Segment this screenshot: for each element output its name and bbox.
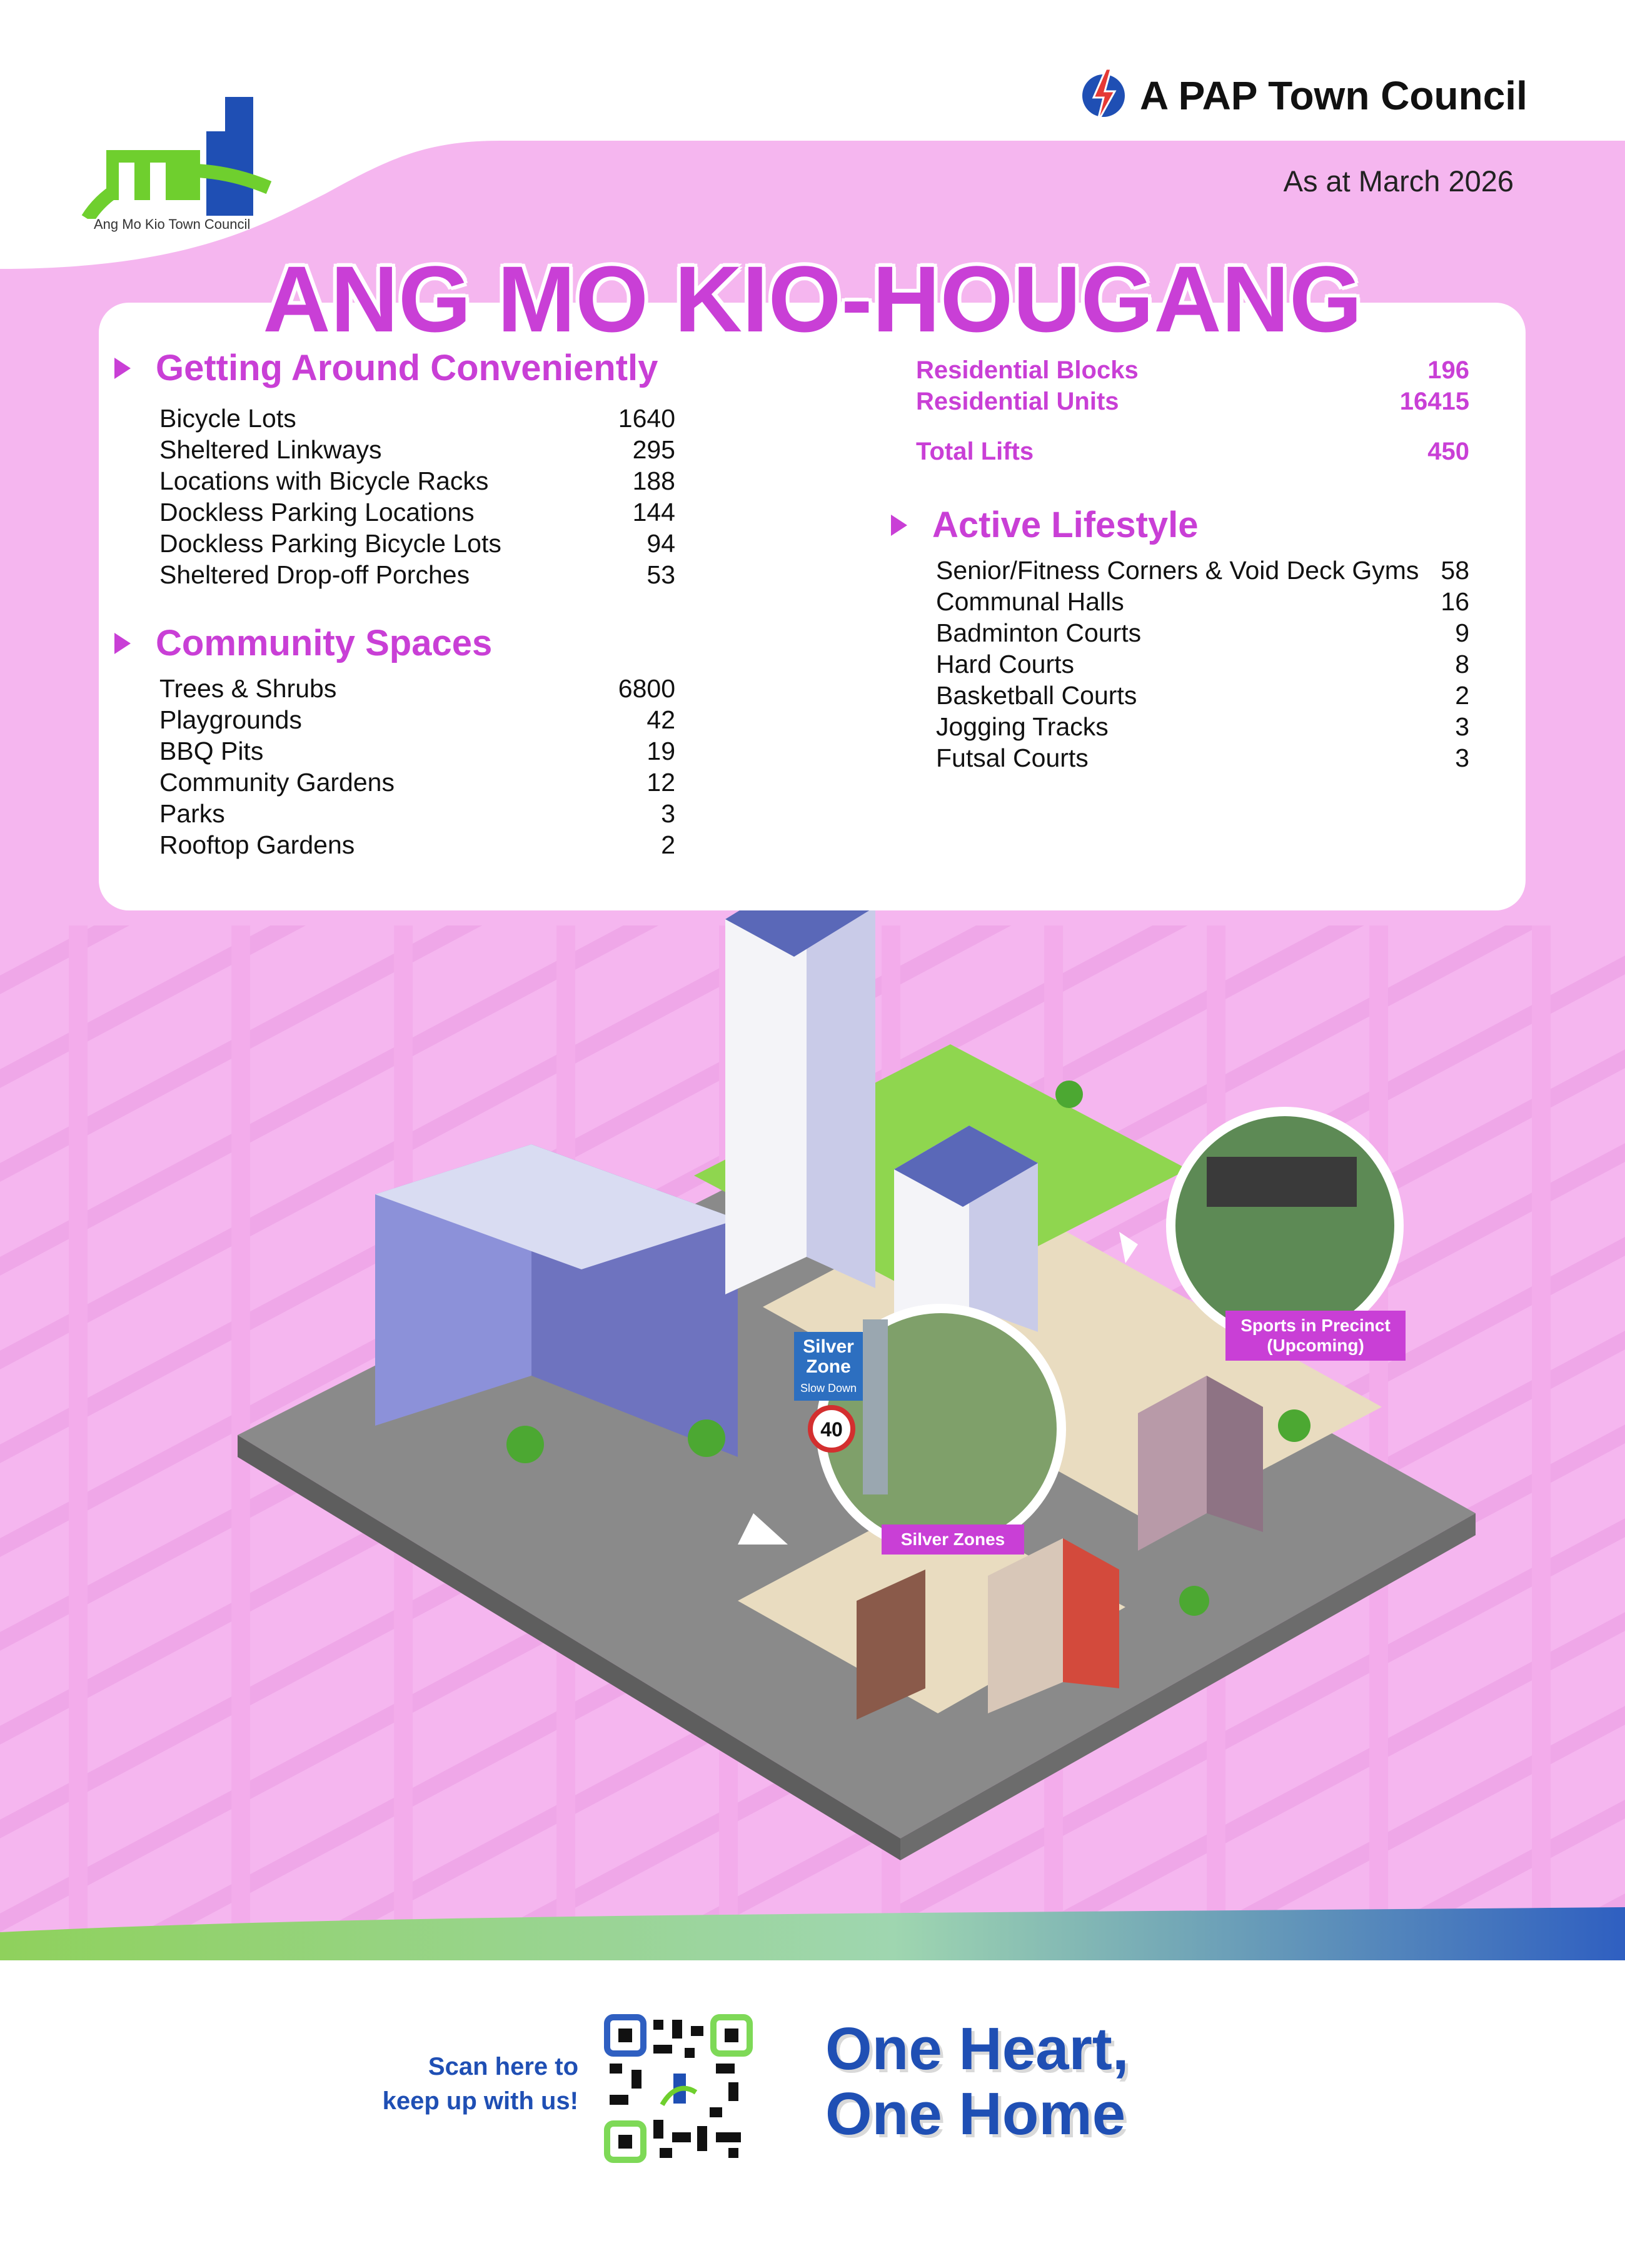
silver-zones-label: Silver Zones bbox=[882, 1525, 1024, 1555]
list-item: Dockless Parking Bicycle Lots 94 bbox=[159, 529, 675, 558]
list-item: Locations with Bicycle Racks 188 bbox=[159, 466, 675, 495]
speed-limit-sign: 40 bbox=[820, 1418, 843, 1441]
list-item: Futsal Courts 3 bbox=[936, 743, 1469, 772]
slogan-line-1: One Heart, bbox=[825, 2015, 1129, 2082]
list-item: Playgrounds 42 bbox=[159, 705, 675, 734]
list-item: Badminton Courts 9 bbox=[936, 618, 1469, 647]
scan-line-1: Scan here to bbox=[428, 2053, 578, 2080]
logo-caption: Ang Mo Kio Town Council bbox=[94, 216, 251, 232]
list-item: Communal Halls 16 bbox=[936, 587, 1469, 616]
section-heading: Getting Around Conveniently bbox=[156, 348, 658, 388]
residential-blocks-stat: Residential Blocks 196 bbox=[916, 356, 1469, 384]
list-item: Bicycle Lots 1640 bbox=[159, 404, 675, 433]
list-item: Parks 3 bbox=[159, 799, 675, 828]
list-item: Community Gardens 12 bbox=[159, 768, 675, 797]
amk-logo-icon bbox=[81, 94, 288, 219]
as-at-date: As at March 2026 bbox=[1283, 164, 1514, 198]
active-lifestyle-section bbox=[932, 504, 1469, 774]
list-item: Sheltered Linkways 295 bbox=[159, 435, 675, 464]
scan-prompt bbox=[363, 2050, 578, 2119]
list-item: Rooftop Gardens 2 bbox=[159, 830, 675, 859]
list-item: Basketball Courts 2 bbox=[936, 681, 1469, 710]
qr-code-icon[interactable] bbox=[603, 2013, 753, 2164]
list-item: Senior/Fitness Corners & Void Deck Gyms 58 bbox=[936, 556, 1469, 585]
slow-down-sign: Slow Down bbox=[800, 1382, 857, 1394]
list-item: Dockless Parking Locations 144 bbox=[159, 498, 675, 527]
pap-label bbox=[1079, 68, 1527, 124]
triangle-bullet-icon bbox=[891, 515, 907, 536]
section-heading: Community Spaces bbox=[156, 623, 493, 663]
total-lifts-stat: Total Lifts 450 bbox=[916, 438, 1469, 465]
list-item: BBQ Pits 19 bbox=[159, 737, 675, 765]
section-heading: Active Lifestyle bbox=[932, 505, 1199, 545]
pap-text: A PAP Town Council bbox=[1140, 73, 1527, 118]
triangle-bullet-icon bbox=[114, 633, 131, 654]
list-item: Jogging Tracks 3 bbox=[936, 712, 1469, 741]
list-item: Trees & Shrubs 6800 bbox=[159, 674, 675, 703]
scan-line-2: keep up with us! bbox=[382, 2087, 578, 2115]
sports-precinct-label: Sports in Precinct (Upcoming) bbox=[1225, 1311, 1406, 1361]
slogan bbox=[825, 2017, 1129, 2147]
slogan-line-2: One Home bbox=[825, 2080, 1126, 2147]
list-item: Sheltered Drop-off Porches 53 bbox=[159, 560, 675, 589]
residential-units-stat: Residential Units 16415 bbox=[916, 388, 1469, 415]
summary-stats bbox=[916, 355, 1469, 467]
triangle-bullet-icon bbox=[114, 358, 131, 379]
pap-lightning-icon bbox=[1079, 68, 1129, 124]
silver-zone-sign: Silver Zone bbox=[803, 1336, 854, 1377]
list-item: Hard Courts 8 bbox=[936, 650, 1469, 678]
getting-around-section bbox=[156, 347, 675, 590]
page-title: ANG MO KIO-HOUGANG bbox=[263, 246, 1362, 351]
community-spaces-section bbox=[156, 622, 675, 860]
